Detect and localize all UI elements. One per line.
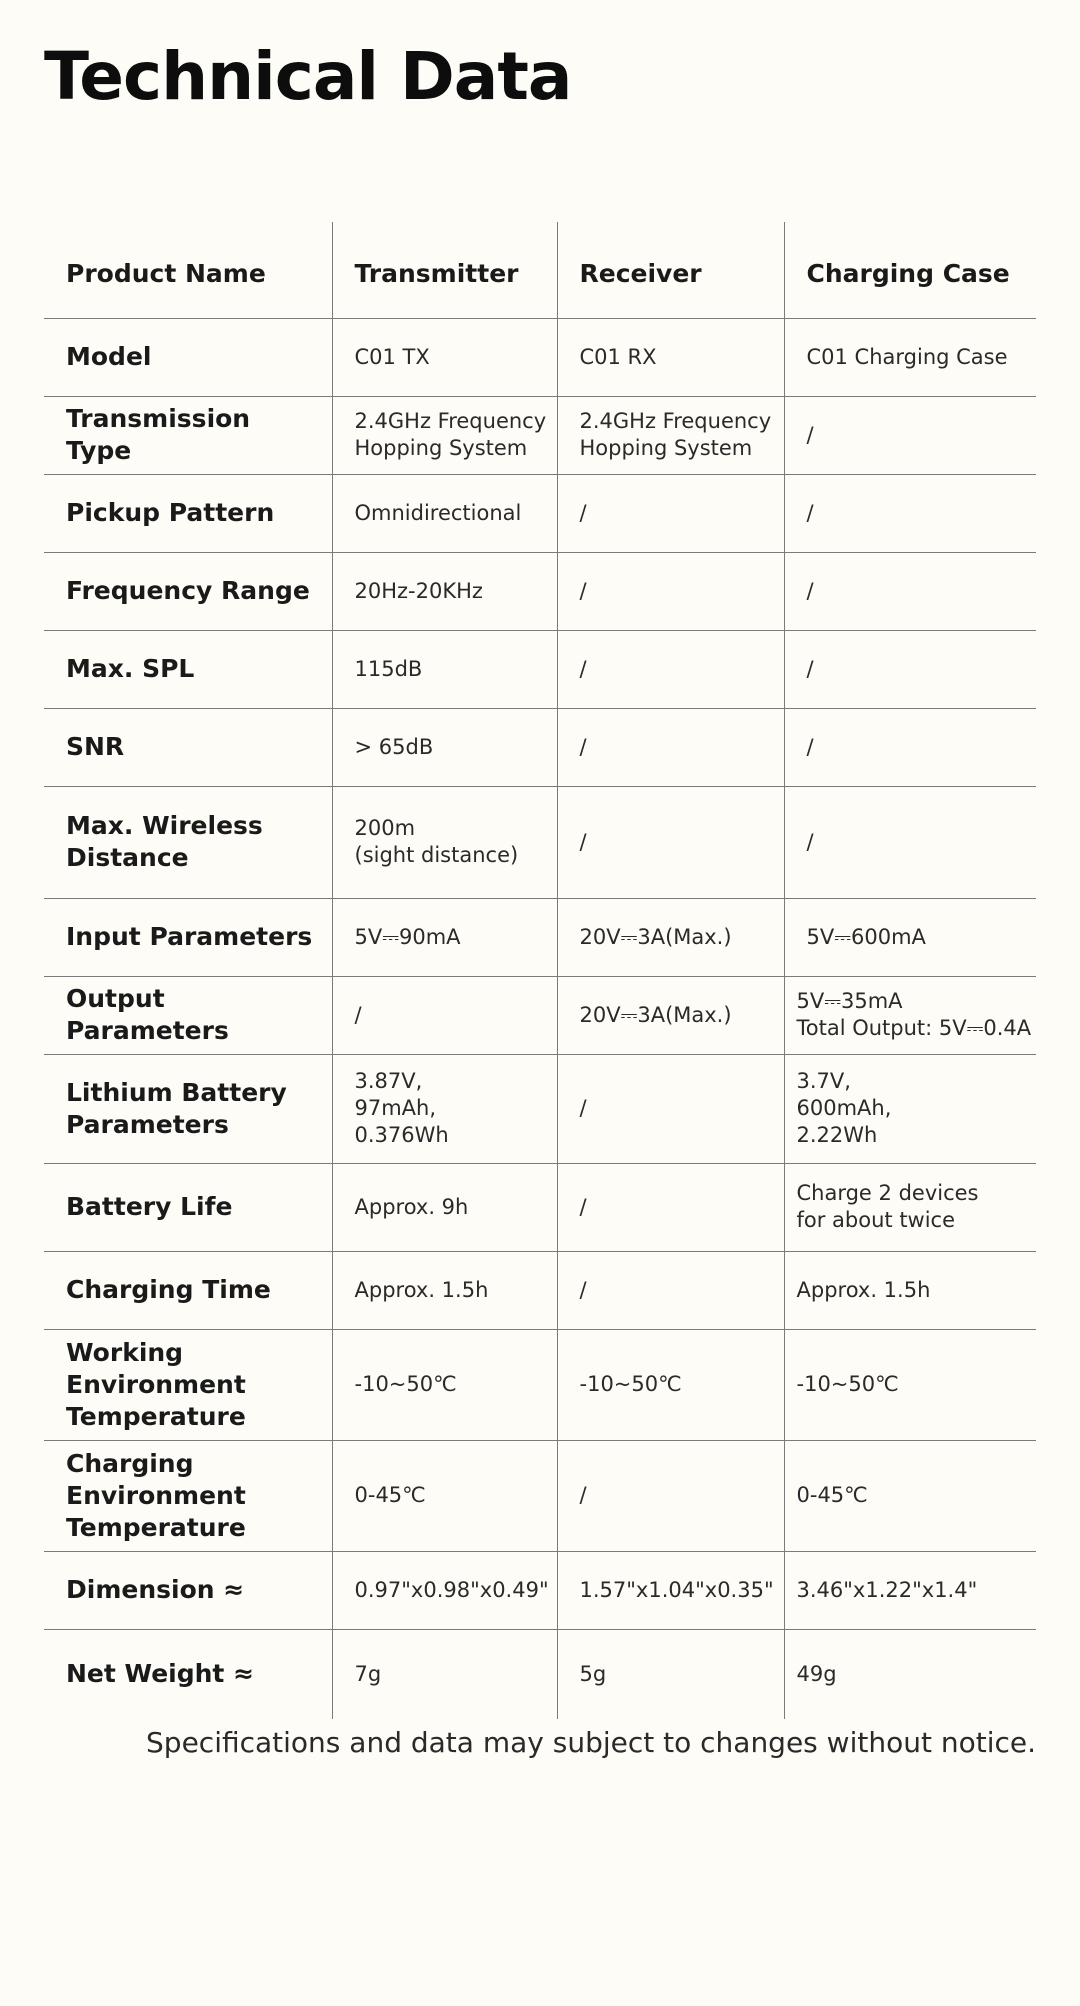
row-label: Lithium Battery Parameters [44, 1054, 332, 1163]
header-receiver: Receiver [557, 222, 784, 318]
transmitter-cell: 7g [332, 1629, 557, 1719]
receiver-cell: / [557, 474, 784, 552]
table-row [44, 1054, 1036, 1163]
disclaimer-note: Specifications and data may subject to changes without notice. [146, 1726, 1036, 1759]
table-row [44, 1629, 1036, 1719]
transmitter-cell: C01 TX [332, 318, 557, 396]
receiver-cell: / [557, 630, 784, 708]
receiver-cell: C01 RX [557, 318, 784, 396]
transmitter-cell: 0.97"x0.98"x0.49" [332, 1551, 557, 1629]
charging-case-cell: 3.7V, 600mAh, 2.22Wh [784, 1054, 1036, 1163]
receiver-cell: / [557, 1163, 784, 1251]
transmitter-cell: -10~50℃ [332, 1329, 557, 1440]
row-label: Pickup Pattern [44, 474, 332, 552]
header-charging-case: Charging Case [784, 222, 1036, 318]
charging-case-cell: 5V⎓35mA Total Output: 5V⎓0.4A [784, 976, 1036, 1054]
receiver-cell: 2.4GHz Frequency Hopping System [557, 396, 784, 474]
row-label: Transmission Type [44, 396, 332, 474]
row-label: Dimension ≈ [44, 1551, 332, 1629]
transmitter-cell: 200m (sight distance) [332, 786, 557, 898]
table-row [44, 318, 1036, 396]
row-label: Charging Time [44, 1251, 332, 1329]
receiver-cell: -10~50℃ [557, 1329, 784, 1440]
table-row [44, 474, 1036, 552]
charging-case-cell: / [784, 630, 1036, 708]
header-product-name: Product Name [44, 222, 332, 318]
table-row [44, 1251, 1036, 1329]
receiver-cell: / [557, 1054, 784, 1163]
charging-case-cell: C01 Charging Case [784, 318, 1036, 396]
receiver-cell: / [557, 708, 784, 786]
row-label: Input Parameters [44, 898, 332, 976]
receiver-cell: 1.57"x1.04"x0.35" [557, 1551, 784, 1629]
table-row [44, 1329, 1036, 1440]
table-row [44, 976, 1036, 1054]
table-row [44, 708, 1036, 786]
table-row [44, 1551, 1036, 1629]
transmitter-cell: 0-45℃ [332, 1440, 557, 1551]
row-label: Battery Life [44, 1163, 332, 1251]
table-row [44, 786, 1036, 898]
row-label: Net Weight ≈ [66, 1659, 255, 1689]
table-row [44, 396, 1036, 474]
charging-case-cell: 49g [784, 1629, 1036, 1719]
transmitter-cell: Approx. 1.5h [332, 1251, 557, 1329]
row-label: Model [44, 318, 332, 396]
transmitter-cell: 20Hz-20KHz [332, 552, 557, 630]
charging-case-cell: 0-45℃ [784, 1440, 1036, 1551]
page-title: Technical Data [44, 38, 572, 115]
table-row [44, 1440, 1036, 1551]
table-row [44, 1163, 1036, 1251]
receiver-cell: / [557, 786, 784, 898]
charging-case-cell: 5V⎓600mA [784, 898, 1036, 976]
row-label: Output Parameters [44, 976, 332, 1054]
transmitter-cell: 2.4GHz Frequency Hopping System [332, 396, 557, 474]
charging-case-cell: / [784, 552, 1036, 630]
charging-case-cell: / [784, 708, 1036, 786]
charging-case-cell: Charge 2 devices for about twice [784, 1163, 1036, 1251]
receiver-cell: 5g [557, 1629, 784, 1719]
charging-case-cell: / [784, 396, 1036, 474]
row-label: SNR [44, 708, 332, 786]
receiver-cell: 20V⎓3A(Max.) [557, 898, 784, 976]
charging-case-cell: 3.46"x1.22"x1.4" [784, 1551, 1036, 1629]
table-header-row [44, 222, 1036, 318]
charging-case-cell: Approx. 1.5h [784, 1251, 1036, 1329]
row-label: Charging Environment Temperature [44, 1440, 332, 1551]
technical-data-table [44, 222, 1036, 1719]
receiver-cell: 20V⎓3A(Max.) [557, 976, 784, 1054]
transmitter-cell: > 65dB [332, 708, 557, 786]
row-label: Max. SPL [44, 630, 332, 708]
transmitter-cell: 115dB [332, 630, 557, 708]
table-row [44, 898, 1036, 976]
header-transmitter: Transmitter [332, 222, 557, 318]
table-row [44, 630, 1036, 708]
transmitter-cell: 5V⎓90mA [332, 898, 557, 976]
transmitter-cell: / [332, 976, 557, 1054]
transmitter-cell: Approx. 9h [332, 1163, 557, 1251]
row-label: Frequency Range [44, 552, 332, 630]
transmitter-cell: 3.87V, 97mAh, 0.376Wh [332, 1054, 557, 1163]
receiver-cell: / [557, 552, 784, 630]
row-label: Max. Wireless Distance [44, 786, 332, 898]
charging-case-cell: / [784, 786, 1036, 898]
transmitter-cell: Omnidirectional [332, 474, 557, 552]
receiver-cell: / [557, 1440, 784, 1551]
charging-case-cell: -10~50℃ [784, 1329, 1036, 1440]
row-label: Working Environment Temperature [44, 1329, 332, 1440]
receiver-cell: / [557, 1251, 784, 1329]
table-row [44, 552, 1036, 630]
charging-case-cell: / [784, 474, 1036, 552]
